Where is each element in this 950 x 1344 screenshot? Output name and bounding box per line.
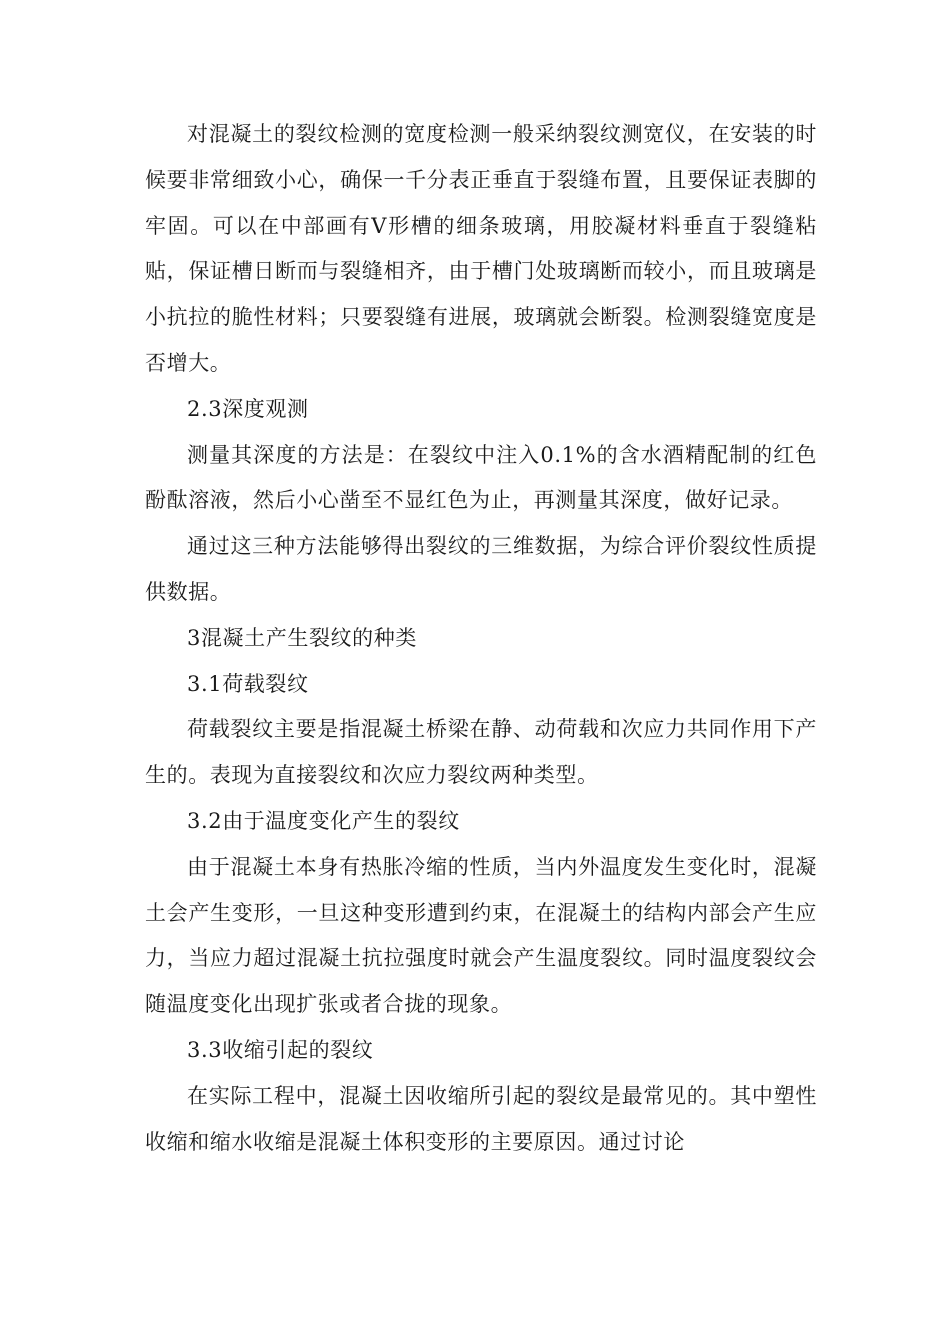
- paragraph-crack-width-detection: 对混凝土的裂纹检测的宽度检测一般采纳裂纹测宽仪，在安装的时候要非常细致小心，确保一千分表正垂直于裂缝布置，且要保证表脚的牢固。可以在中部画有V形槽的细条玻璃，用胶凝材料垂直于裂缝粘贴，保证槽日断而与裂缝相齐，由于槽门处玻璃断而较小，而且玻璃是小抗拉的脆性材料；只要裂缝有进展，玻璃就会断裂。检测裂缝宽度是否增大。: [145, 122, 817, 375]
- heading-3-3-shrinkage-cracks: 3.3收缩引起的裂纹: [187, 1037, 374, 1062]
- paragraph-load-cracks: 荷载裂纹主要是指混凝土桥梁在静、动荷载和次应力共同作用下产生的。表现为直接裂纹和次应力裂纹两种类型。: [145, 717, 817, 788]
- heading-3-1-load-cracks: 3.1荷载裂纹: [187, 671, 309, 696]
- paragraph-temperature-cracks: 由于混凝土本身有热胀冷缩的性质，当内外温度发生变化时，混凝土会产生变形，一旦这种变形遭到约束，在混凝土的结构内部会产生应力，当应力超过混凝土抗拉强度时就会产生温度裂纹。同时温度裂纹会随温度变化出现扩张或者合拢的现象。: [145, 854, 817, 1017]
- paragraph-three-methods: 通过这三种方法能够得出裂纹的三维数据，为综合评价裂纹性质提供数据。: [145, 534, 817, 604]
- heading-3-crack-types: 3混凝土产生裂纹的种类: [187, 625, 417, 650]
- paragraph-depth-measurement: 测量其深度的方法是：在裂纹中注入0.1%的含水酒精配制的红色酚酞溶液，然后小心凿至不显红色为止，再测量其深度，做好记录。: [145, 442, 817, 513]
- heading-3-2-temperature-cracks: 3.2由于温度变化产生的裂纹: [187, 808, 460, 833]
- heading-2-3-depth-observation: 2.3深度观测: [187, 396, 309, 421]
- paragraph-shrinkage-cracks: 在实际工程中，混凝土因收缩所引起的裂纹是最常见的。其中塑性收缩和缩水收缩是混凝土体积变形的主要原因。通过讨论: [145, 1083, 817, 1154]
- document-body: [145, 112, 817, 1165]
